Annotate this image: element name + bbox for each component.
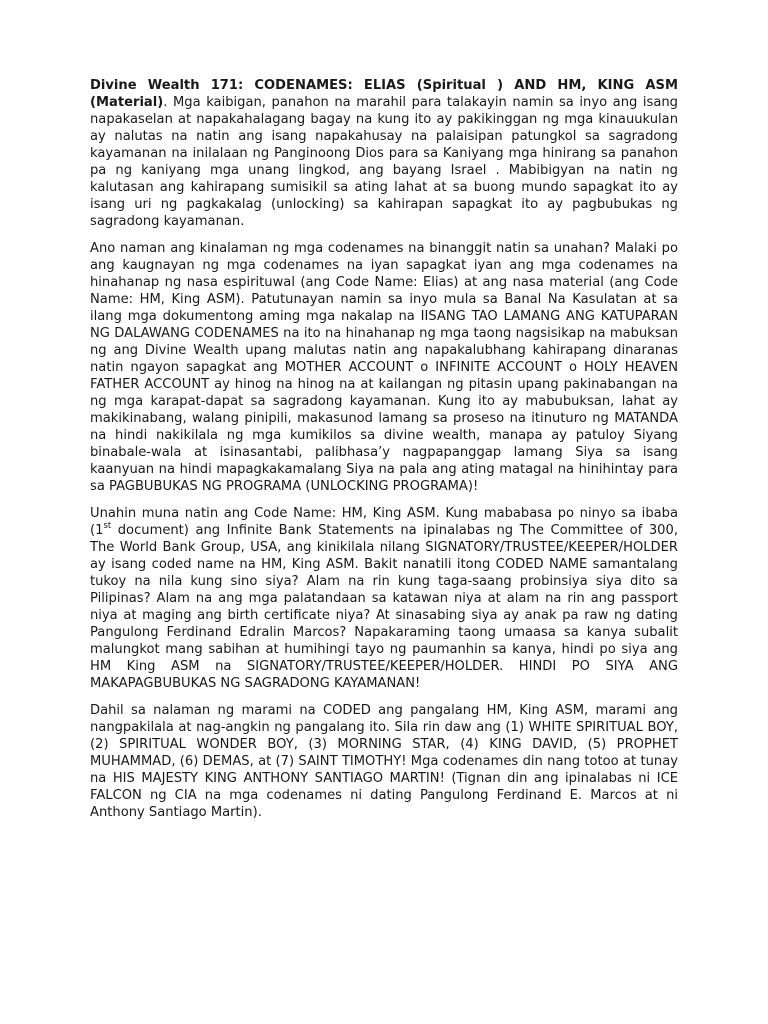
document-page xyxy=(90,77,678,831)
intro-text: . Mga kaibigan, panahon na marahil para talakayin namin sa inyo ang isang napakaselan at napakahalagang bagay na kung ito ay pakikinggan ng mga kinauukulan ay nalutas na natin ang isang napakahusay na palaisipan patungkol sa sagradong kayamanan na inilalaan ng Panginoong Dios para sa Kaniyang mga hinirang sa panahon pa ng kaniyang mga unang lingkod, ang bayang Israel . Mabibigyan na natin ng kalutasan ang kahirapang sumisikil sa ating lahat at sa buong mundo sapagkat ito ay isang uri ng pagkakalag (unlocking) sa kahirapan sapagkat ito ay pagbubukas ng sagradong kayamanan. xyxy=(90,95,678,229)
ordinal-superscript: st xyxy=(103,520,112,531)
paragraph-text-part-2: document) ang Infinite Bank Statements na ipinalabas ng The Committee of 300, The World Bank Group, USA, ang kinikilala nilang SIGNATORY/TRUSTEE/KEEPER/HOLDER ay isang coded name na HM, King ASM. Bakit nanatili itong CODED NAME samantalang tukoy na nila kung sino siya? Alam na rin kung taga-saang probinsiya siya dito sa Pilipinas? Alam na ang mga palatandaan sa katawan niya at alam na rin ang passport niya at maging ang birth certificate niya? At sinasabing siya ay anak pa raw ng dating Pangulong Ferdinand Edralin Marcos? Napakaraming taong umaasa sa kanya subalit malungkot mang sabihan at humihingi tayo ng paumanhin sa kanya, hindi po siya ang HM King ASM na SIGNATORY/TRUSTEE/KEEPER/HOLDER. HINDI PO SIYA ANG MAKAPAGBUBUKAS NG SAGRADONG KAYAMANAN! xyxy=(90,523,678,691)
document-title: Divine Wealth 171: CODENAMES: ELIAS (Spiritual ) AND HM, KING ASM (Material) xyxy=(90,78,678,110)
paragraph-hm-king-asm xyxy=(90,505,678,692)
paragraph-text-part-1: Unahin muna natin ang Code Name: HM, King ASM. Kung mababasa po ninyo sa ibaba (1 xyxy=(90,506,678,538)
paragraph-codenames: Ano naman ang kinalaman ng mga codenames na binanggit natin sa unahan? Malaki po ang kaugnayan ng mga codenames na iyan sapagkat iyan ang mga codenames na hinahanap ng nasa espirituwal (ang Code Name: Elias) at ang nasa material (ang Code Name: HM, King ASM). Patutunayan namin sa inyo mula sa Banal Na Kasulatan at sa ilang mga dokumentong aming mga nakalap na IISANG TAO LAMANG ANG KATUPARAN NG DALAWANG CODENAMES na ito na hinahanap ng mga taong nagsisikap na mabuksan ng ang Divine Wealth upang malutas natin ang napakalubhang kahirapang dinaranas natin ngayon sapagkat ang MOTHER ACCOUNT o INFINITE ACCOUNT o HOLY HEAVEN FATHER ACCOUNT ay hinog na hinog na at kailangan ng pitasin upang pakinabangan na ng mga karapat-dapat sa sagradong kayamanan. Kung ito ay mabubuksan, lahat ay makikinabang, walang pinipili, makasunod lamang sa proseso na itinuturo ng MATANDA na hindi nakikilala ng mga kumikilos sa divine wealth, manapa ay patuloy Siyang binabale-wala at isinasantabi, palibhasa’y nagpapanggap lamang Siya sa isang kaanyuan na hindi mapagkakamalang Siya na pala ang ating matagal na hinihintay para sa PAGBUBUKAS NG PROGRAMA (UNLOCKING PROGRAMA)! xyxy=(90,241,678,494)
paragraph-intro xyxy=(90,77,678,230)
paragraph-coded-name: Dahil sa nalaman ng marami na CODED ang pangalang HM, King ASM, marami ang nangpakilala at nag-angkin ng pangalang ito. Sila rin daw ang (1) WHITE SPIRITUAL BOY, (2) SPIRITUAL WONDER BOY, (3) MORNING STAR, (4) KING DAVID, (5) PROPHET MUHAMMAD, (6) DEMAS, at (7) SAINT TIMOTHY! Mga codenames din nang totoo at tunay na HIS MAJESTY KING ANTHONY SANTIAGO MARTIN! (Tignan din ang ipinalabas ni ICE FALCON ng CIA na mga codenames ni dating Pangulong Ferdinand E. Marcos at ni Anthony Santiago Martin). xyxy=(90,703,678,820)
